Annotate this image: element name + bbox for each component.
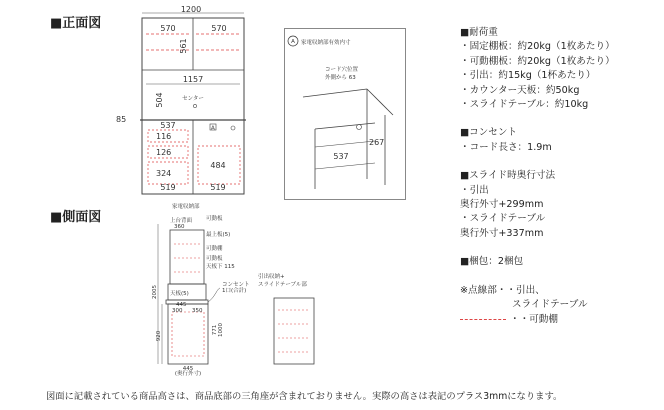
label-5: 天板(5): [170, 291, 189, 297]
dim-d3: 324: [156, 169, 172, 178]
front-view-title: ■正面図: [50, 16, 102, 31]
dim-d2: 126: [156, 148, 172, 157]
label-2: 可動棚: [206, 246, 223, 252]
package-line: ■梱包：2梱包: [460, 256, 524, 268]
num-1: 2005: [152, 285, 158, 299]
slide-item-4: 奥行外寸+337mm: [460, 227, 544, 239]
dim-d1: 116: [156, 132, 172, 141]
load-item-5: ・スライドテーブル：約10kg: [460, 99, 589, 111]
legend-dashed: ・・可動棚: [510, 313, 558, 325]
legend-dotted: ※点線部・・引出、: [460, 284, 545, 296]
label-4: 天板下 115: [206, 264, 235, 270]
cord-hole-label: コード穴位置: [325, 67, 359, 73]
footnote: 図面に記載されている商品高さは、商品底部の三角座が含まれておりません。実際の高さは表記のプラス3mmになります。: [46, 391, 563, 402]
legend-dotted-2: スライドテーブル: [512, 299, 588, 311]
appliance-label: 家電収納部: [172, 204, 200, 210]
num-4: 1000: [218, 323, 224, 337]
dim-bottom-left: 519: [160, 183, 176, 192]
load-item-1: ・固定棚板：約20kg（1枚あたり）: [460, 41, 615, 53]
dim-counter: 85: [116, 115, 127, 124]
cord-hole-value: 外側から 63: [325, 75, 356, 81]
load-item-4: ・カウンター天板：約50kg: [460, 84, 580, 96]
dim-drawer-width: 537: [160, 121, 176, 130]
depth-label: 445: [182, 366, 194, 372]
slide-item-2: 奥行外寸+299mm: [460, 199, 544, 211]
detail-title: 家電収納部有効内寸: [301, 40, 351, 46]
dim-bottom-right: 519: [210, 183, 226, 192]
top-shelf-value: 360: [174, 224, 185, 230]
label-1: 最上板(5): [206, 232, 231, 238]
side-view-drawing: [112, 200, 352, 376]
load-item-2: ・可動棚板：約20kg（1枚あたり）: [460, 55, 615, 67]
bottom-note: (奥行外寸): [174, 371, 202, 377]
num-7: 445: [176, 302, 187, 308]
slide-title: ■スライド時奥行寸法: [460, 170, 556, 182]
legend-dashed-swatch: [460, 319, 506, 320]
center-label: センター: [182, 96, 204, 102]
front-view-drawing: [118, 4, 266, 200]
legend-dashed-row: [460, 313, 615, 327]
detail-marker: A: [291, 39, 295, 45]
callout-label-2: スライドテーブル部: [258, 282, 307, 288]
dim-upper-right: 570: [211, 24, 227, 33]
dim-mid-width: 1157: [182, 75, 204, 84]
side-view-title: ■側面図: [50, 210, 102, 225]
dim-mid-height: 504: [155, 92, 164, 108]
specs-panel: [460, 26, 615, 327]
appliance-detail-drawing: [285, 29, 403, 197]
outlet-item-1: ・コード長さ：1.9m: [460, 141, 552, 153]
dim-width-top: 1200: [180, 5, 202, 14]
num-3: 771: [212, 324, 218, 336]
dim-upper-height: 561: [179, 38, 188, 54]
dim-right-height: 484: [210, 161, 226, 170]
load-item-3: ・引出：約15kg（1杯あたり）: [460, 70, 596, 82]
num-2: 920: [156, 330, 162, 342]
label-7: 1口(合計): [222, 288, 247, 294]
slide-item-3: ・スライドテーブル: [460, 213, 546, 225]
drawer-marker: A: [211, 125, 215, 132]
detail-depth: 267: [369, 138, 385, 147]
num-6: 350: [192, 308, 203, 314]
dim-upper-left: 570: [160, 24, 176, 33]
top-shelf-label: 上台背面: [170, 218, 193, 224]
movable-shelf-label: 可動板: [206, 216, 223, 222]
label-3: 可動板: [206, 256, 223, 262]
slide-item-1: ・引出: [460, 184, 489, 196]
num-5: 300: [172, 308, 183, 314]
load-title: ■耐荷重: [460, 27, 498, 38]
detail-width: 537: [333, 152, 349, 161]
callout-label: 引出収納+: [258, 274, 285, 280]
label-6: コンセント: [222, 282, 250, 288]
outlet-title: ■コンセント: [460, 127, 518, 139]
